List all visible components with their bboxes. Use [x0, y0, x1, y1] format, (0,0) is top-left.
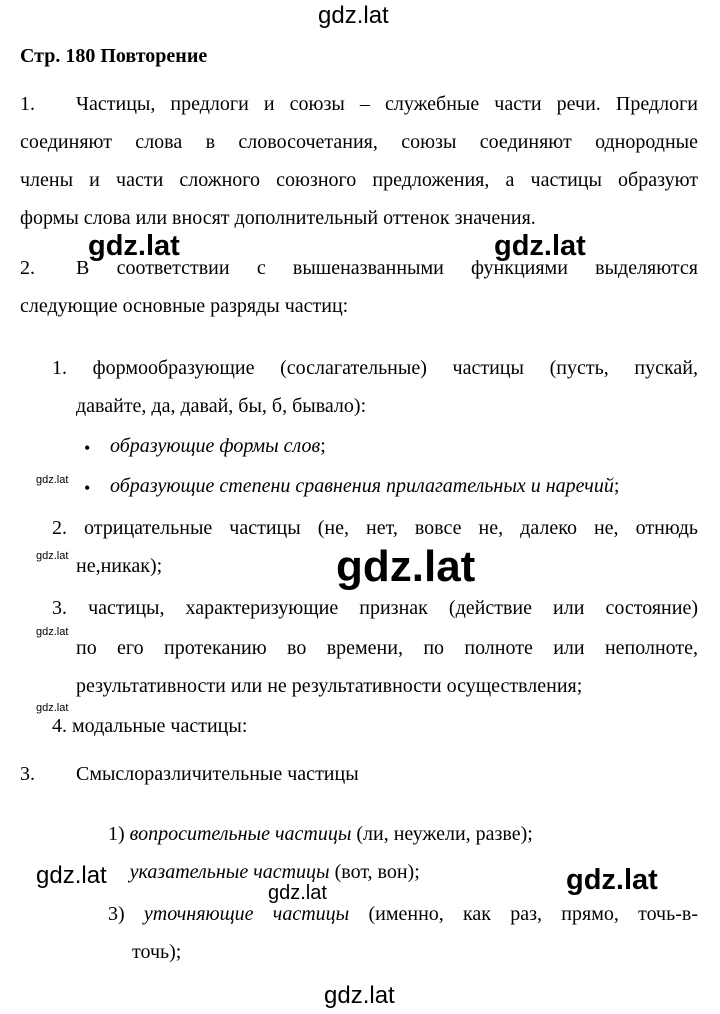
item-term: вопросительные частицы [129, 823, 352, 845]
section-3-heading: Смыслоразличительные частицы [76, 763, 359, 785]
section-1-line-4: формы слова или вносят дополнительный оттенок значения. [20, 207, 536, 229]
item-rest: (вот, вон); [329, 861, 420, 883]
watermark-small-1: gdz.lat [36, 474, 69, 486]
watermark-center: gdz.lat [336, 542, 476, 591]
bullet-1-text: образующие формы слов [110, 435, 321, 457]
bullet-2-end: ; [613, 475, 620, 497]
section-3-item-3-cont: точь); [132, 941, 182, 963]
watermark-small-4: gdz.lat [36, 702, 69, 714]
section-1-number: 1. [20, 93, 35, 115]
section-3-number: 3. [20, 763, 35, 785]
item-1-line-2: давайте, да, давай, бы, б, бывало): [76, 395, 367, 417]
item-3-line-3: результативности или не результативности осуществления; [76, 675, 583, 697]
bullet-2 [110, 474, 619, 498]
watermark-bottom-center: gdz.lat [268, 882, 327, 904]
section-2-line-1: В соответствии с вышеназванными функциями выделяются [76, 257, 698, 279]
section-2-line-2: следующие основные разряды частиц: [20, 295, 349, 317]
item-term: уточняющие частицы [143, 903, 350, 925]
watermark-bottom-left: gdz.lat [36, 862, 107, 889]
section-1-line-2: соединяют слова в словосочетания, союзы соединяют однородные [20, 131, 698, 153]
item-2-line-2: не,никак); [76, 555, 163, 577]
item-number: 3) [108, 903, 125, 925]
watermark-right: gdz.lat [494, 230, 586, 262]
watermark-small-2: gdz.lat [36, 550, 69, 562]
section-3-item-3 [108, 902, 698, 926]
section-2-number: 2. [20, 257, 35, 279]
item-rest: (ли, неужели, разве); [351, 823, 533, 845]
section-1-line-1: Частицы, предлоги и союзы – служебные части речи. Предлоги [76, 93, 698, 115]
item-2-line-1: 2. отрицательные частицы (не, нет, вовсе не, далеко не, отнюдь [52, 517, 698, 539]
bullet-icon: • [84, 478, 91, 498]
watermark-small-3: gdz.lat [36, 626, 69, 638]
bullet-1 [110, 434, 326, 458]
item-3-line-2: по его протеканию во времени, по полноте или неполноте, [76, 637, 698, 659]
watermark-footer: gdz.lat [324, 982, 395, 1009]
bullet-1-end: ; [320, 435, 326, 457]
item-1-line-1: 1. формообразующие (сослагательные) частицы (пусть, пускай, [52, 357, 698, 379]
section-3-item-1 [108, 822, 533, 846]
bullet-2-text: образующие степени сравнения прилагательных и наречий [110, 475, 614, 497]
section-3-item-2 [108, 860, 420, 884]
item-term: указательные частицы [129, 861, 330, 883]
bullet-icon: • [84, 438, 91, 458]
watermark-header: gdz.lat [318, 2, 389, 29]
section-1-line-3: члены и части сложного союзного предложения, а частицы образуют [20, 169, 698, 191]
item-number: 1) [108, 823, 125, 845]
watermark-bottom-right: gdz.lat [566, 864, 658, 896]
watermark-left: gdz.lat [88, 230, 180, 262]
item-4-line: 4. модальные частицы: [52, 715, 248, 737]
item-3-line-1: 3. частицы, характеризующие признак (действие или состояние) [52, 597, 698, 619]
item-rest: (именно, как раз, прямо, точь-в- [349, 903, 698, 925]
page-title: Стр. 180 Повторение [20, 45, 208, 67]
